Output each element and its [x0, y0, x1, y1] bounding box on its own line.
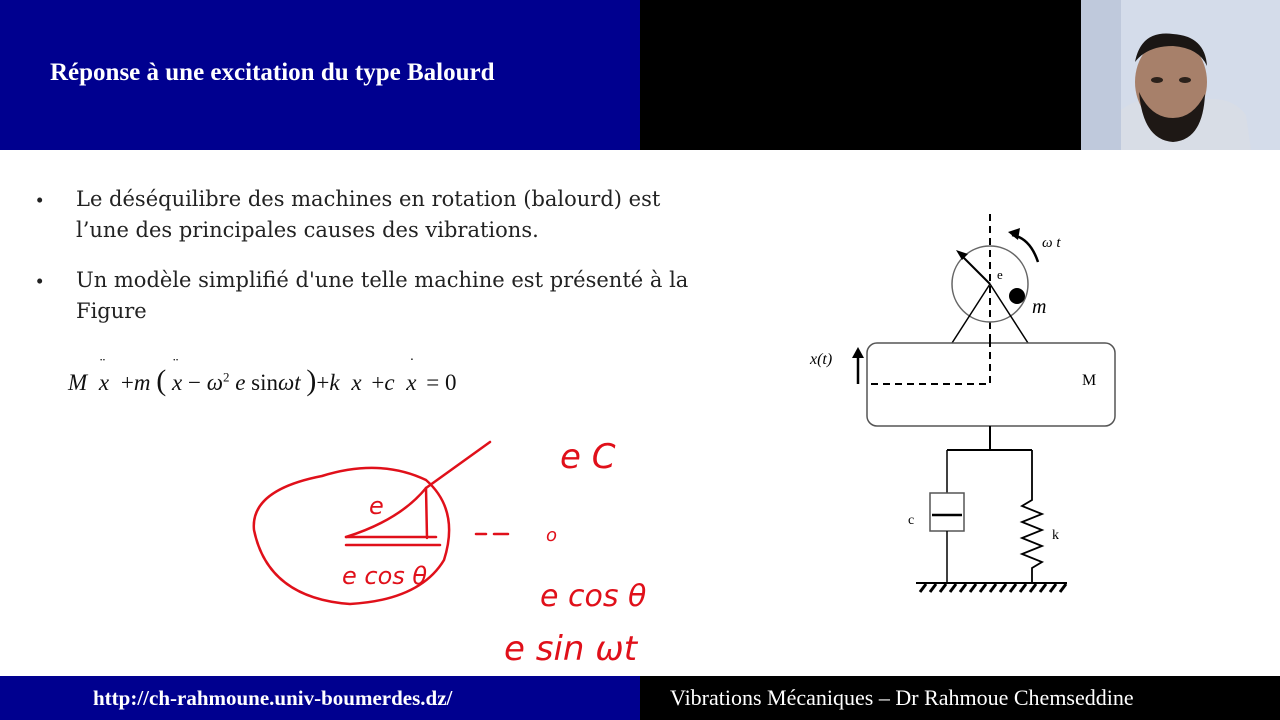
eq-omega: ω [206, 370, 223, 395]
x-t-label: x(t) [810, 351, 833, 368]
equation-of-motion [68, 356, 457, 398]
eq-sin: sin [251, 370, 279, 395]
eq-M: M [68, 370, 88, 395]
eq-minus: − [187, 370, 201, 395]
bullet-text-2: Un modèle simplifié d'une telle machine est présenté à la Figure [76, 268, 689, 323]
eq-equals: = [426, 370, 440, 395]
eq-zero: 0 [444, 370, 457, 395]
unbalance-mass [1009, 288, 1025, 304]
ground-hatching [920, 584, 1066, 592]
ink-text-dot: o [546, 525, 558, 546]
displacement-arrow-head [852, 347, 864, 358]
ink-text-cos-theta: e cos θ [540, 579, 647, 614]
spring [1022, 450, 1042, 583]
ink-text-e: e [369, 492, 384, 520]
c-label: c [908, 513, 915, 528]
ink-text-sin-wt: e sin ωt [504, 629, 638, 669]
eq-k: k [329, 370, 340, 395]
m-label: m [1032, 296, 1047, 318]
eq-x: x [351, 370, 362, 395]
slide-header [0, 0, 640, 150]
eq-omegat: ωt [278, 370, 301, 395]
footer-url-link[interactable]: http://ch-rahmoune.univ-boumerdes.dz/ [93, 686, 453, 710]
eq-xdot: ˙ x [406, 356, 417, 395]
unbalance-model-diagram [780, 200, 1140, 610]
M-label: M [1082, 372, 1097, 389]
eq-plus: + [120, 370, 134, 395]
rotation-arrow-head [1008, 228, 1020, 240]
footer-course-title: Vibrations Mécaniques – Dr Rahmoue Chemseddine [670, 685, 1134, 710]
eccentricity-arrow [961, 255, 990, 284]
eq-exponent: 2 [222, 369, 230, 385]
support-left [952, 284, 990, 343]
eq-lparen: ( [156, 364, 167, 397]
damper-cylinder [930, 493, 964, 531]
eq-plus: + [371, 370, 385, 395]
ink-text-ecos: e cos θ [342, 562, 428, 590]
eq-m: m [133, 370, 151, 395]
eq-plus: + [316, 370, 330, 395]
webcam-video [1081, 0, 1280, 150]
eq-rparen: ) [306, 364, 317, 397]
eq-xddot-2: ¨ x [172, 356, 183, 395]
slide-title: Réponse à une excitation du type Balourd [50, 59, 495, 86]
eq-c: c [384, 370, 395, 395]
bullet-marker: • [36, 269, 44, 293]
rotation-arc [1012, 235, 1038, 262]
bullet-marker: • [36, 188, 44, 212]
arrow-head [956, 250, 968, 260]
bullet-text-1: Le déséquilibre des machines en rotation (balourd) est l’une des principales causes des vibrations. [76, 187, 661, 242]
eq-e: e [235, 370, 246, 395]
omega-t-label: ω t [1042, 235, 1061, 251]
presenter-portrait [1081, 0, 1280, 150]
e-label: e [997, 267, 1003, 282]
ink-text-ec: e C [560, 437, 616, 477]
k-label: k [1052, 528, 1059, 543]
eq-xddot-1: ¨ x [98, 356, 110, 395]
